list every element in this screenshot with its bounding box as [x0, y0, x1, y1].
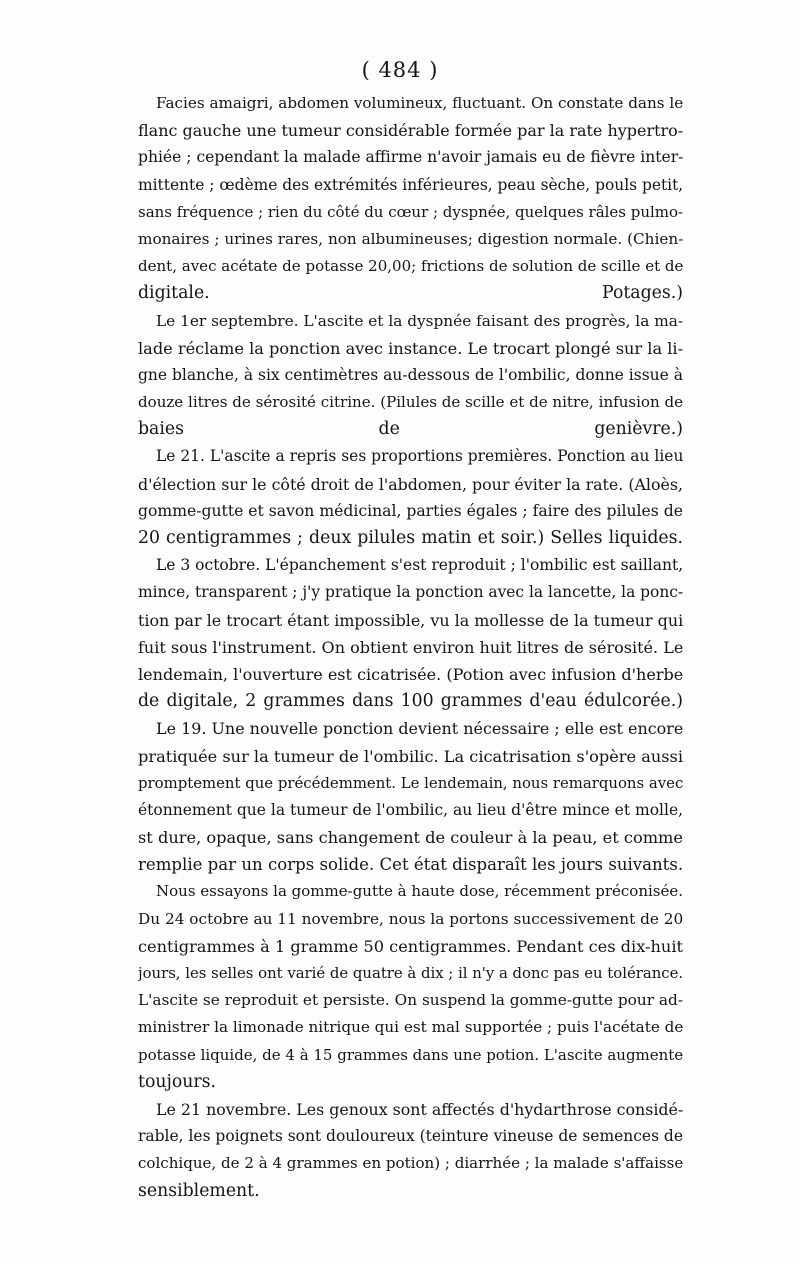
text-line: sans fréquence ; rien du côté du cœur ; dyspnée, quelques râles pulmo- — [138, 202, 683, 221]
text-line: promptement que précédemment. Le lendemain, nous remarquons avec — [138, 773, 683, 792]
text-line: potasse liquide, de 4 à 15 grammes dans une potion. L'ascite augmente — [138, 1045, 683, 1064]
text-line: phiée ; cependant la malade affirme n'avoir jamais eu de fièvre inter- — [138, 148, 683, 167]
paragraph-le-21 — [138, 443, 683, 552]
text-line: L'ascite se reproduit et persiste. On suspend la gomme-gutte pour ad- — [138, 991, 683, 1010]
text-line: sensiblement. — [138, 1180, 260, 1201]
text-line: mittente ; œdème des extrémités inférieures, peau sèche, pouls petit, — [138, 175, 683, 194]
text-line: Le 3 octobre. L'épanchement s'est reproduit ; l'ombilic est saillant, — [156, 556, 683, 575]
text-line: lendemain, l'ouverture est cicatrisée. (Potion avec infusion d'herbe — [138, 664, 683, 684]
text-line: fuit sous l'instrument. On obtient environ huit litres de sérosité. Le — [138, 637, 683, 657]
text-line: Facies amaigri, abdomen volumineux, fluctuant. On constate dans le — [156, 94, 683, 112]
paragraph-le-19 — [138, 715, 683, 878]
text-line: ministrer la limonade nitrique qui est mal supportée ; puis l'acétate de — [138, 1018, 683, 1037]
text-line: remplie par un corps solide. Cet état disparaît les jours suivants. — [138, 855, 683, 875]
paragraph-1er-septembre — [138, 308, 683, 444]
text-line: toujours. — [138, 1071, 216, 1092]
page-number: ( 484 ) — [361, 58, 439, 82]
text-line: gne blanche, à six centimètres au-dessous de l'ombilic, donne issue à — [138, 365, 683, 384]
text-line: Le 1er septembre. L'ascite et la dyspnée faisant des progrès, la ma- — [156, 311, 683, 330]
text-line: jours, les selles ont varié de quatre à dix ; il n'y a donc pas eu tolérance. — [138, 964, 683, 982]
body-text — [138, 90, 683, 1205]
paragraph-3-octobre — [138, 552, 683, 715]
text-line: pratiquée sur la tumeur de l'ombilic. La cicatrisation s'opère aussi — [138, 746, 683, 766]
text-line: tion par le trocart étant impossible, vu la mollesse de la tumeur qui — [138, 610, 683, 630]
text-line: centigrammes à 1 gramme 50 centigrammes. Pendant ces dix-huit — [138, 936, 683, 956]
paragraph-gomme-gutte — [138, 878, 683, 1096]
text-line: gomme-gutte et savon médicinal, parties égales ; faire des pilules de — [138, 501, 683, 520]
text-line: monaires ; urines rares, non albumineuses; digestion normale. (Chien- — [138, 229, 683, 248]
text-line: baies de genièvre.) — [138, 419, 683, 440]
paragraph-facies — [138, 90, 683, 308]
text-line: étonnement que la tumeur de l'ombilic, au lieu d'être mince et molle, — [138, 800, 683, 819]
text-line: Nous essayons la gomme-gutte à haute dose, récemment préconisée. — [156, 882, 683, 901]
text-line: colchique, de 2 à 4 grammes en potion) ; diarrhée ; la malade s'affaisse — [138, 1154, 683, 1173]
text-line: Le 19. Une nouvelle ponction devient nécessaire ; elle est encore — [156, 719, 683, 739]
text-line: Le 21. L'ascite a repris ses proportions premières. Ponction au lieu — [156, 447, 683, 466]
text-line: digitale. Potages.) — [138, 283, 683, 304]
text-line: Du 24 octobre au 11 novembre, nous la portons successivement de 20 — [138, 909, 683, 928]
text-line: d'élection sur le côté droit de l'abdomen, pour éviter la rate. (Aloès, — [138, 474, 683, 494]
text-line: Le 21 novembre. Les genoux sont affectés d'hydarthrose considé- — [156, 1099, 683, 1119]
text-line: flanc gauche une tumeur considérable formée par la rate hypertro- — [138, 121, 683, 141]
text-line: st dure, opaque, sans changement de couleur à la peau, et comme — [138, 828, 683, 848]
paragraph-21-novembre — [138, 1096, 683, 1205]
text-line: de digitale, 2 grammes dans 100 grammes d'eau édulcorée.) — [138, 691, 683, 712]
text-line: douze litres de sérosité citrine. (Pilules de scille et de nitre, infusion de — [138, 393, 683, 412]
text-line: dent, avec acétate de potasse 20,00; frictions de solution de scille et de — [138, 257, 683, 276]
text-line: mince, transparent ; j'y pratique la ponction avec la lancette, la ponc- — [138, 583, 683, 602]
text-line: lade réclame la ponction avec instance. Le trocart plongé sur la li- — [138, 338, 683, 358]
text-line: rable, les poignets sont douloureux (teinture vineuse de semences de — [138, 1127, 683, 1146]
text-line: 20 centigrammes ; deux pilules matin et soir.) Selles liquides. — [138, 528, 683, 548]
